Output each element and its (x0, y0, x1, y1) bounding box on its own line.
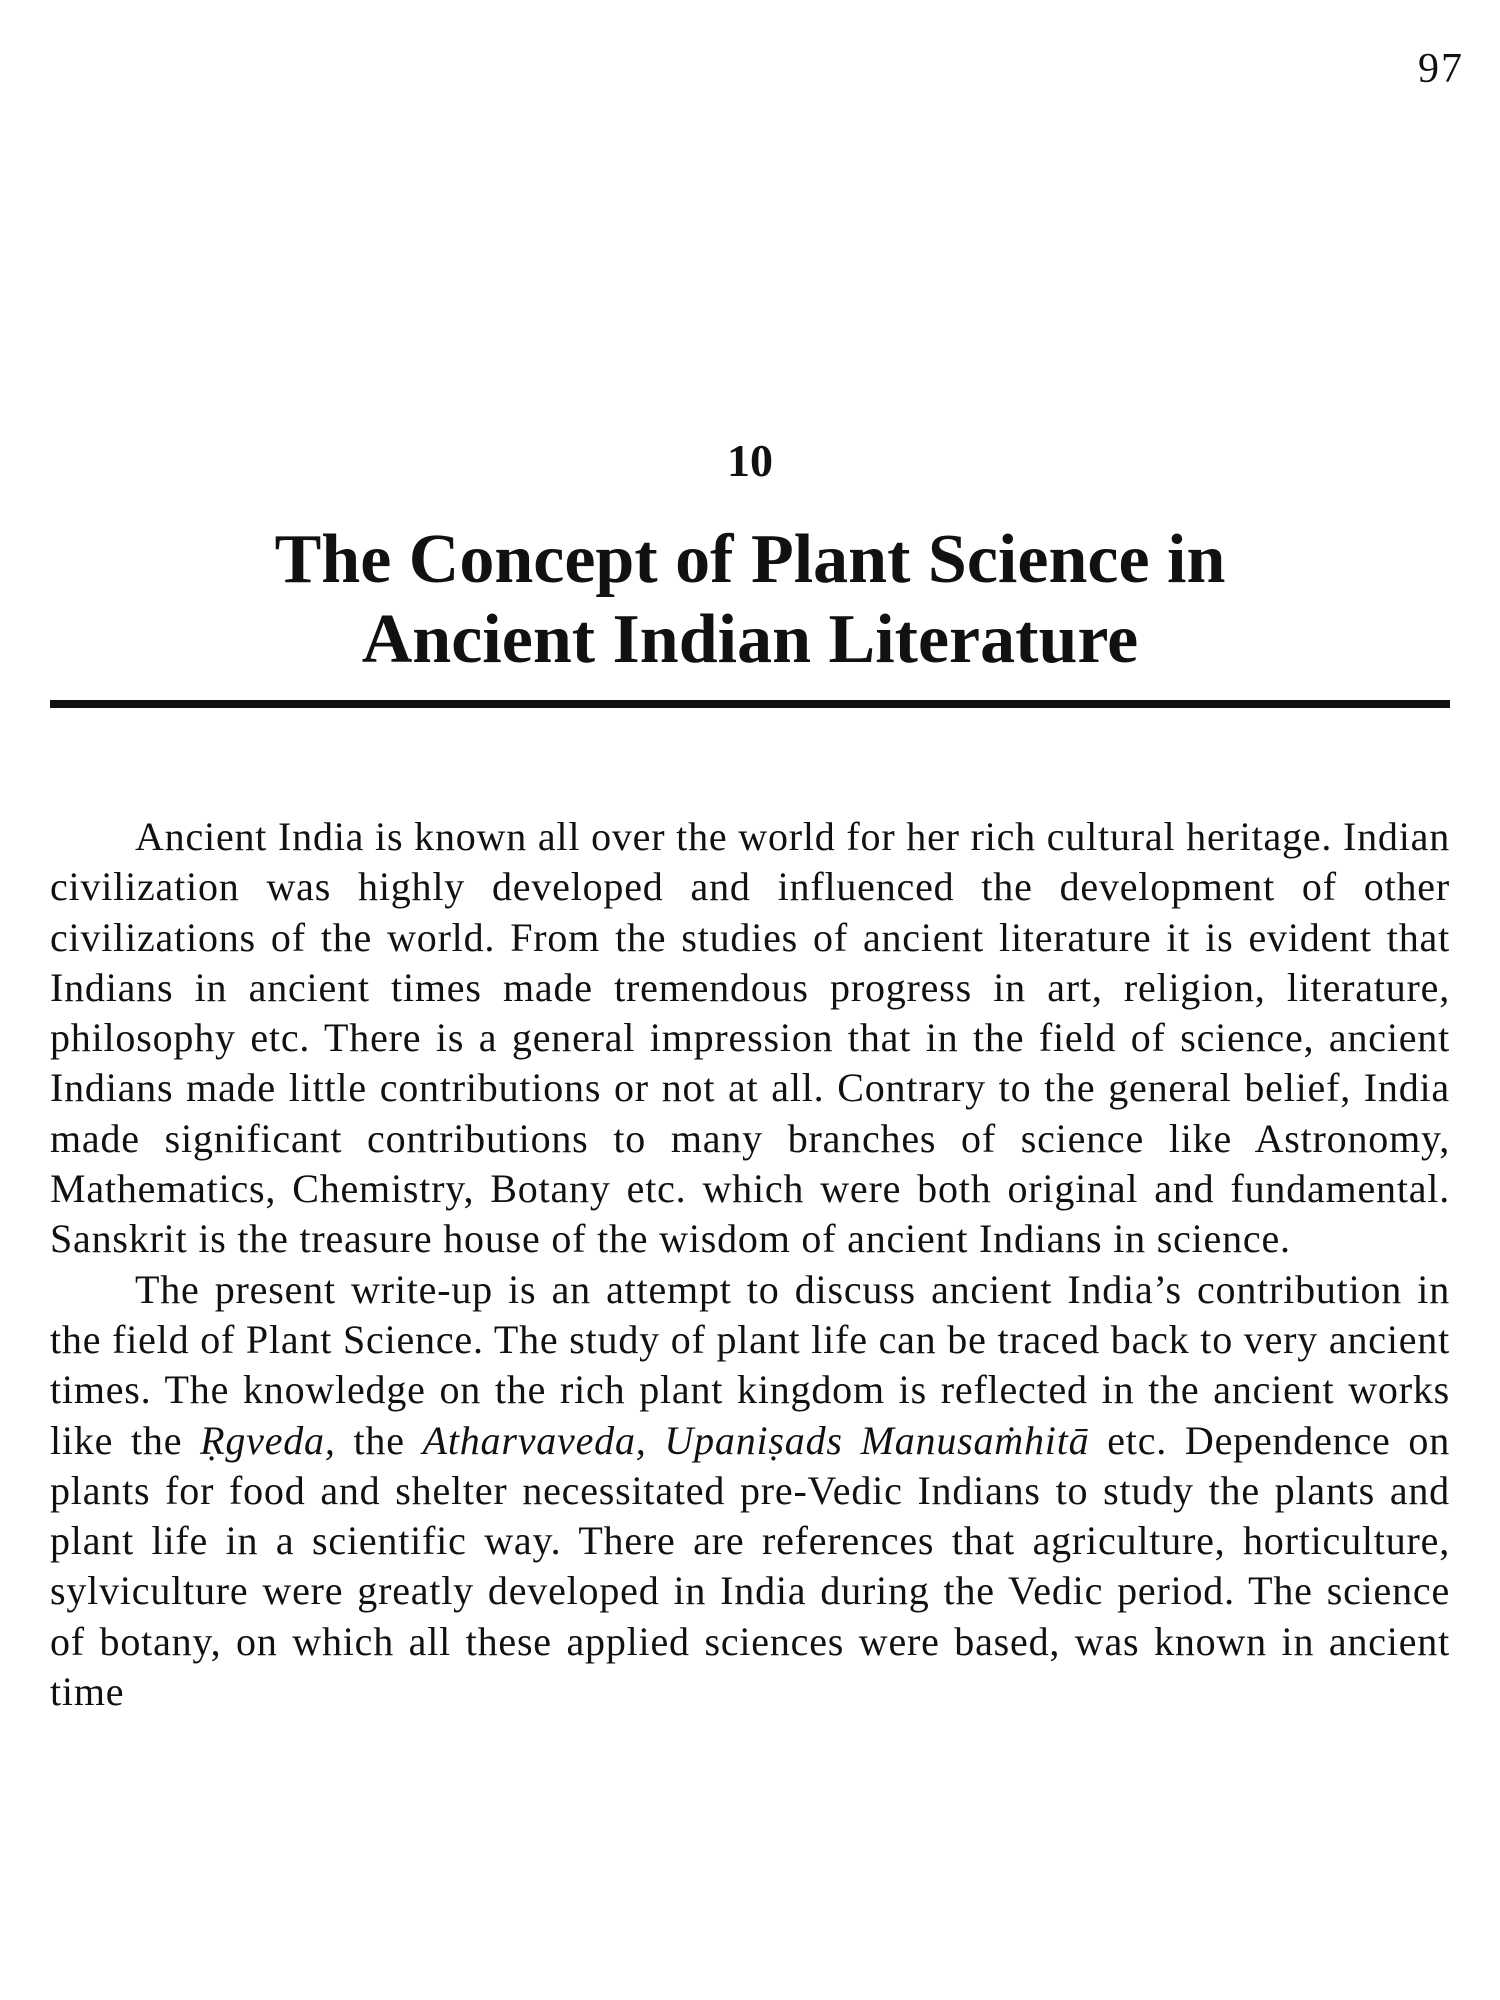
work-title-rgveda: Ṛgveda, (200, 1417, 336, 1463)
paragraph-2-separator-1: the (335, 1417, 423, 1463)
chapter-title (50, 520, 1450, 680)
paragraph-2-separator-3 (843, 1418, 861, 1463)
chapter-title-line-2: Ancient Indian Literature (361, 601, 1139, 678)
chapter-title-line-1: The Concept of Plant Science in (274, 521, 1226, 598)
paragraph-2-body: etc. Dependence on plants for food and shelter necessitated pre-Vedic Indians to study the plants and plant life in a scientific way. There are references that agriculture, horticulture, sylviculture were greatly developed in India during the Vedic period. The science of botany, on which all these applied sciences were based, was known in ancient time (50, 1417, 1450, 1715)
work-title-upanisads: Upaniṣads (664, 1417, 843, 1463)
work-title-atharvaveda: Atharvaveda, (422, 1417, 647, 1463)
paragraph-2 (50, 1265, 1450, 1718)
page-number: 97 (1418, 46, 1464, 92)
body-text (50, 812, 1450, 1717)
title-divider (50, 700, 1450, 708)
chapter-number: 10 (727, 435, 773, 486)
work-title-manusamhita: Manusaṁhitā (860, 1417, 1090, 1463)
paragraph-1: Ancient India is known all over the world for her rich cultural heritage. Indian civilization was highly developed and influenced the development of other civilizations of the world. From the studies of ancient literature it is evident that Indians in ancient times made tremendous progress in art, religion, literature, philosophy etc. There is a general impression that in the field of science, ancient Indians made little contributions or not at all. Contrary to the general belief, India made significant contributions to many branches of science like Astronomy, Mathematics, Chemistry, Botany etc. which were both original and fundamental. Sanskrit is the treasure house of the wisdom of ancient Indians in science. (50, 814, 1450, 1262)
paragraph-2-separator-2 (647, 1418, 665, 1463)
paragraph-2-intro: The present write-up is an attempt to discuss ancient India’s contribution in the field of Plant Science. The study of plant life can be traced back to very ancient times. The knowledge on the rich plant kingdom is reflected in the ancient works like the (50, 1266, 1450, 1463)
